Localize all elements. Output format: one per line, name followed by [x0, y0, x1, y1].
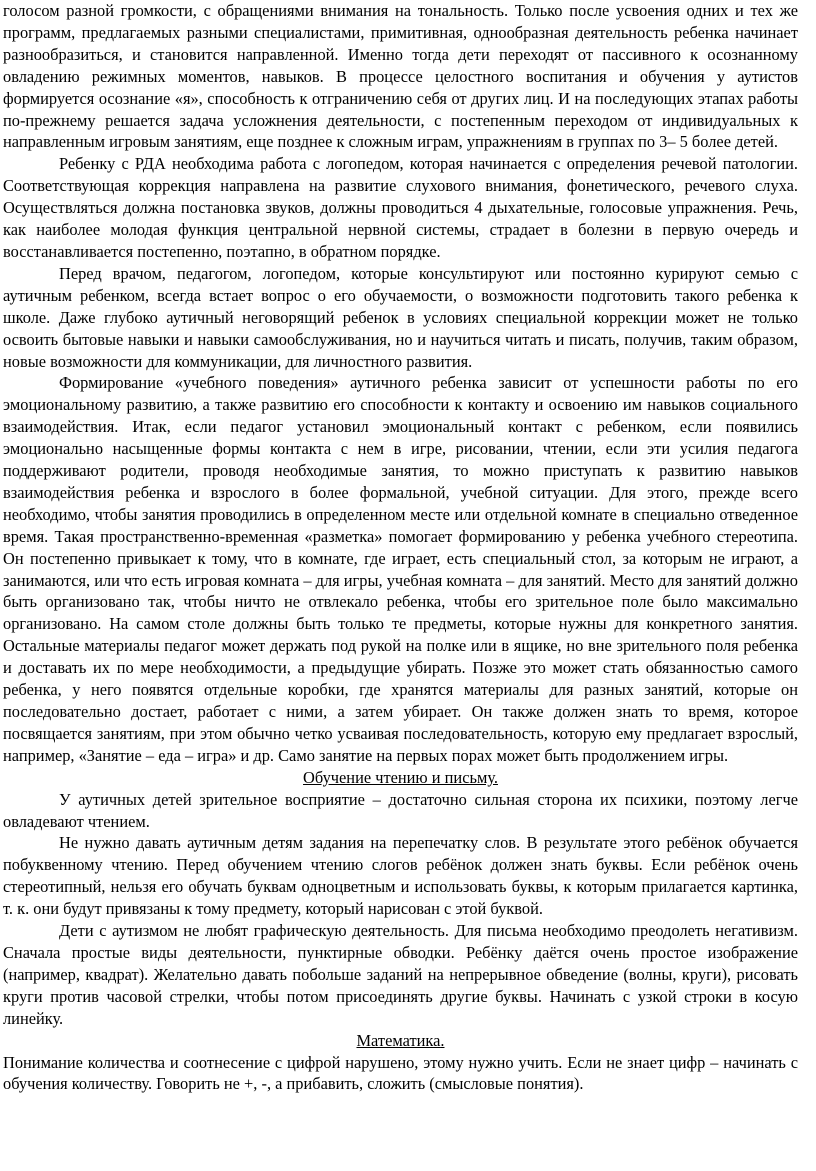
section-heading-math [3, 1030, 798, 1052]
paragraph-math: Понимание количества и соотнесение с цифрой нарушено, этому нужно учить. Если не знает цифр – начинать с обучения количеству. Говорить не +, -, а прибавить, сложить (смысловые понятия). [3, 1052, 798, 1094]
math-heading-period: . [440, 1030, 445, 1050]
paragraph-speech-therapist: Ребенку с РДА необходима работа с логопедом, которая начинается с определения речевой патологии. Соответствующая коррекция направлена на развитие слухового внимания, фонетического, речевого слуха. Осуществляться должна постановка звуков, должны проводиться 4 дыхательные, голосовые упражнения. Речь, как наиболее молодая функция центральной нервной системы, страдает в болезни в первую очередь и восстанавливается постепенно, поэтапно, в обратном порядке. [3, 154, 798, 261]
paragraph-writing: Дети с аутизмом не любят графическую деятельность. Для письма необходимо преодолеть негативизм. Сначала простые виды деятельности, пунктирные обводки. Ребёнку даётся очень простое изображение (например, квадрат). Желательно давать побольше заданий на непрерывное обведение (волны, круги), рисовать круги против часовой стрелки, чтобы потом присоединять другие буквы. Начинать с узкой строки в косую линейку. [3, 921, 798, 1028]
section-heading-reading-writing: Обучение чтению и письму. [303, 767, 498, 787]
paragraph-letters: Не нужно давать аутичным детям задания на перепечатку слов. В результате этого ребёнок обучается побуквенному чтению. Перед обучением чтению слогов ребёнок должен знать буквы. Если ребёнок очень стереотипный, нельзя его обучать буквам одноцветным и использовать буквы, к которым прилагается картинка, т. к. они будут привязаны к тому предмету, который нарисован с этой буквой. [3, 833, 798, 919]
math-heading-text: Математика [356, 1030, 441, 1050]
paragraph-intro-continuation: голосом разной громкости, с обращениями внимания на тональность. Только после усвоения одних и тех же программ, предлагаемых разными специалистами, примитивная, однообразная деятельность ребенка начинает разнообразиться, и становится направленной. Именно тогда дети переходят от пассивного к осознанному овладению режимных моментов, навыков. В процессе целостного воспитания и обучения у аутистов формируется осознание «я», способность к отграничению себя от других лиц. И на последующих этапах работы по-прежнему решается задача усложнения деятельности, с постепенным переходом от индивидуальных к направленным игровым занятиям, еще позднее к сложным играм, упражнениям в группах по 3– 5 более детей. [3, 1, 798, 152]
paragraph-visual-perception: У аутичных детей зрительное восприятие – достаточно сильная сторона их психики, поэтому легче овладевают чтением. [3, 789, 798, 831]
paragraph-learning-ability: Перед врачом, педагогом, логопедом, которые консультируют или постоянно курируют семью с аутичным ребенком, всегда встает вопрос о его обучаемости, о возможности подготовить такого ребенка к школе. Даже глубоко аутичный неговорящий ребенок в условиях специальной коррекции может не только освоить бытовые навыки и навыки самообслуживания, но и научиться читать и писать, получив, таким образом, новые возможности для коммуникации, для личностного развития. [3, 263, 798, 371]
paragraph-learning-behavior: Формирование «учебного поведения» аутичного ребенка зависит от успешности работы по его эмоциональному развитию, а также развитию его способности к контакту и освоению им навыков социального взаимодействия. Итак, если педагог установил эмоциональный контакт с ребенком, если появились эмоционально насыщенные формы контакта с нем в игре, рисовании, чтении, если эти усилия педагога поддерживают родители, проводя необходимые занятия, то можно приступать к развитию навыков взаимодействия ребенка и взрослого в более формальной, учебной ситуации. Для этого, прежде всего необходимо, чтобы занятия проводились в определенном месте или отдельной комнате в специально отведенное время. Такая пространственно-временная «разметка» помогает формированию у ребенка учебного стереотипа. Он постепенно привыкает к тому, что в комнате, где играет, есть специальный стол, за которым не играют, а занимаются, или что есть игровая комната – для игры, учебная комната – для занятий. Место для занятий должно быть организовано так, чтобы ничто не отвлекало ребенка, чтобы его зрительное поле было максимально организовано. На самом столе должны быть только те предметы, которые нужны для конкретного занятия. Остальные материалы педагог может держать под рукой на полке или в ящике, но вне зрительного поля ребенка и доставать их по мере необходимости, а предыдущие убирать. Позже это может стать обязанностью самого ребенка, у него появятся отдельные коробки, где хранятся материалы для разных занятий, которые он последовательно достает, работает с ними, а затем убирает. Он также должен знать то время, которое посвящается занятиям, при этом обычно четко усваивая последовательность, которую ему предлагает взрослый, например, «Занятие – еда – игра» и др. Само занятие на первых порах может быть продолжением игры. [3, 373, 798, 765]
